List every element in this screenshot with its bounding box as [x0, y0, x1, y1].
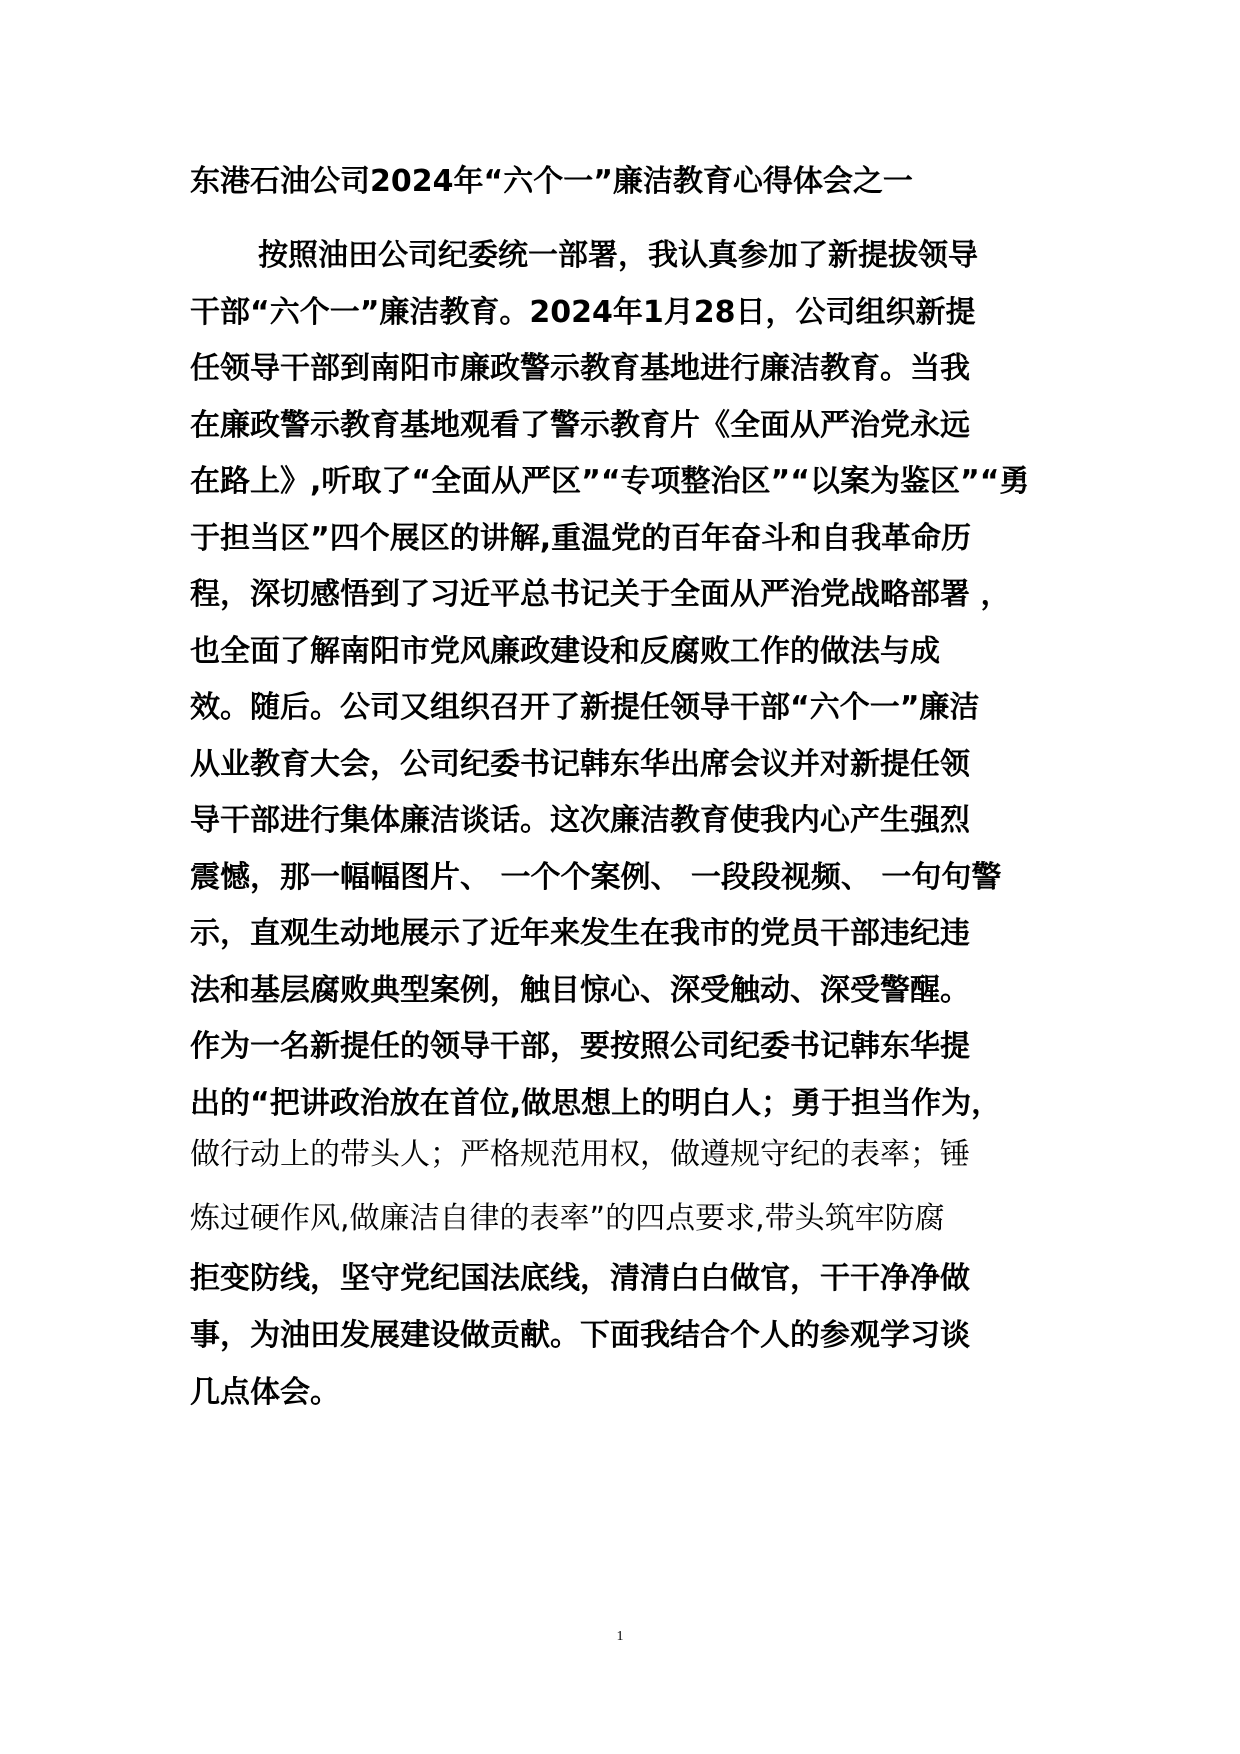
paragraph-line: 按照油田公司纪委统一部署，我认真参加了新提拔领导 [258, 238, 978, 273]
paragraph-line: 程，深切感悟到了习近平总书记关于全面从严治党战略部署 ， [190, 577, 1011, 612]
paragraph-line: 作为一名新提任的领导干部，要按照公司纪委书记韩东华提 [190, 1029, 970, 1064]
paragraph-line: 几点体会。 [190, 1375, 340, 1410]
page-number: 1 [616, 1629, 624, 1644]
paragraph-line: 干部“六个一”廉洁教育。2024年1月28日，公司组织新提 [190, 294, 976, 330]
body-paragraph-bold [190, 228, 1070, 1132]
paragraph-line: 事，为油田发展建设做贡献。下面我结合个人的参观学习谈 [190, 1318, 970, 1353]
paragraph-line: 效。随后。公司又组织召开了新提任领导干部“六个一”廉洁 [190, 690, 980, 725]
paragraph-line: 法和基层腐败典型案例，触目惊心、深受触动、深受警醒。 [190, 972, 970, 1008]
paragraph-line: 做行动上的带头人；严格规范用权，做遵规守纪的表率；锤 [190, 1137, 970, 1172]
paragraph-line: 从业教育大会，公司纪委书记韩东华出席会议并对新提任领 [190, 746, 970, 782]
paragraph-line: 在廉政警示教育基地观看了警示教育片《全面从严治党永远 [190, 407, 970, 443]
paragraph-line: 于担当区”四个展区的讲解,重温党的百年奋斗和自我革命历 [190, 520, 972, 556]
body-paragraph-normal [190, 1123, 1070, 1251]
paragraph-line: 震憾，那一幅幅图片、 一个个案例、 一段段视频、 一句句警 [190, 859, 1002, 895]
paragraph-line: 拒变防线，坚守党纪国法底线，清清白白做官，干干净净做 [190, 1261, 970, 1296]
paragraph-line: 出的“把讲政治放在首位,做思想上的明白人；勇于担当作为， [190, 1085, 1002, 1121]
paragraph-line: 在路上》,听取了“全面从严区”“专项整治区”“以案为鉴区”“勇 [190, 464, 1030, 499]
paragraph-line: 示，直观生动地展示了近年来发生在我市的党员干部违纪违 [190, 916, 970, 951]
body-paragraph-bold-end [190, 1250, 1070, 1421]
paragraph-line: 任领导干部到南阳市廉政警示教育基地进行廉洁教育。当我 [190, 351, 970, 386]
paragraph-line: 导干部进行集体廉洁谈话。这次廉洁教育使我内心产生强烈 [190, 803, 970, 838]
paragraph-line: 炼过硬作风,做廉洁自律的表率”的四点要求,带头筑牢防腐 [190, 1201, 945, 1236]
paragraph-line: 也全面了解南阳市党风廉政建设和反腐败工作的做法与成 [190, 633, 940, 669]
document-title: 东港石油公司2024年“六个一”廉洁教育心得体会之一 [190, 164, 913, 199]
